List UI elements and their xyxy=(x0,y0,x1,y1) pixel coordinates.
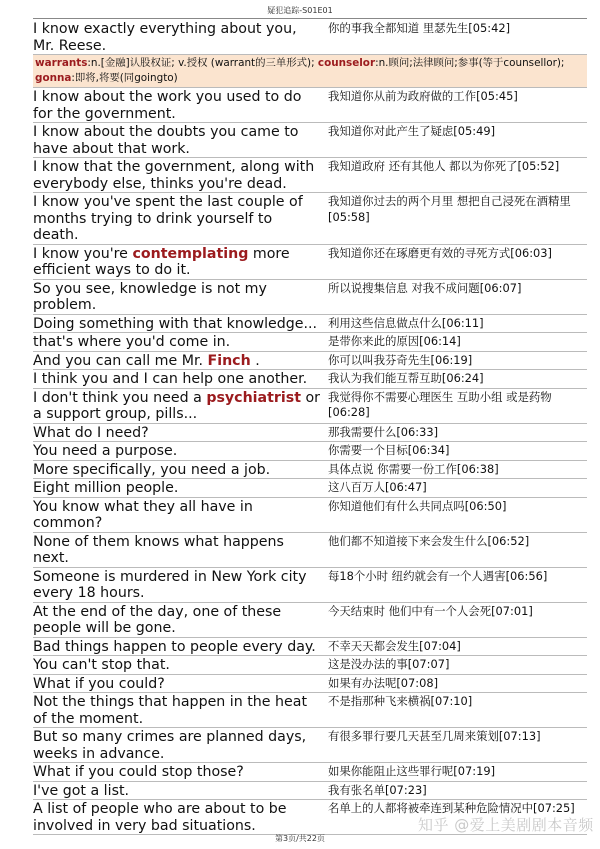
page-header: 疑犯追踪-S01E01 xyxy=(267,6,333,15)
chinese-line: 是带你来此的原因[06:14] xyxy=(328,334,461,348)
english-line: I've got a list. xyxy=(33,782,130,799)
vocab-definition: :即将,将要(同goingto) xyxy=(71,72,178,84)
english-line: At the end of the day, one of these people will be gone. xyxy=(33,603,282,636)
highlighted-word: contemplating xyxy=(132,245,249,262)
vocab-definition: :n.顾问;法律顾问;参事(等于counsellor); xyxy=(375,57,565,69)
subtitle-row xyxy=(33,333,587,352)
subtitle-row xyxy=(33,498,587,533)
chinese-line: 我知道政府 还有其他人 都以为你死了[05:52] xyxy=(328,159,560,173)
subtitle-row xyxy=(33,442,587,461)
subtitle-row xyxy=(33,424,587,443)
english-text: more efficient ways to do it. xyxy=(33,245,290,278)
highlighted-word: Finch xyxy=(207,352,251,369)
header-divider xyxy=(33,18,587,19)
subtitle-row xyxy=(33,20,587,55)
english-line: Not the things that happen in the heat of the moment. xyxy=(33,694,308,727)
english-line: I know exactly everything about you, Mr. Reese. xyxy=(33,21,297,54)
english-line: What if you could? xyxy=(33,675,165,692)
chinese-line: 不是指那种飞来横祸[07:10] xyxy=(328,694,473,708)
subtitle-row xyxy=(33,389,587,424)
subtitle-row xyxy=(33,693,587,728)
chinese-line: 你知道他们有什么共同点吗[06:50] xyxy=(328,498,507,513)
english-text: I know you're xyxy=(33,245,133,262)
english-line xyxy=(33,389,324,423)
english-line: Eight million people. xyxy=(33,480,179,496)
english-line: Doing something with that knowledge... xyxy=(33,315,318,332)
vocab-term: gonna xyxy=(35,72,72,84)
english-line: None of them knows what happens next. xyxy=(33,533,284,566)
english-line: You know what they all have in common? xyxy=(33,498,253,531)
english-text: . xyxy=(250,352,260,369)
chinese-line: 具体点说 你需要一份工作[06:38] xyxy=(328,461,499,476)
chinese-line: 我知道你从前为政府做的工作[05:45] xyxy=(328,89,518,103)
english-line: I think you and I can help one another. xyxy=(33,371,308,387)
subtitle-row xyxy=(33,675,587,694)
chinese-line: 我觉得你不需要心理医生 互助小组 或是药物[06:28] xyxy=(328,389,552,419)
subtitle-row xyxy=(33,728,587,763)
chinese-line: 我知道你还在琢磨更有效的寻死方式[06:03] xyxy=(328,245,552,260)
subtitle-row xyxy=(33,568,587,603)
subtitle-row xyxy=(33,763,587,782)
english-line: A list of people who are about to be involved in very bad situations. xyxy=(33,801,287,834)
english-line: What do I need? xyxy=(33,424,149,441)
subtitle-row xyxy=(33,352,587,371)
english-line: I know you've spent the last couple of months trying to drink yourself to death. xyxy=(33,194,303,243)
english-line: But so many crimes are planned days, weeks in advance. xyxy=(33,729,307,762)
chinese-line: 我知道你过去的两个月里 想把自己浸死在酒精里[05:58] xyxy=(328,194,571,224)
chinese-line: 你需要一个目标[06:34] xyxy=(328,443,450,457)
english-line xyxy=(33,352,324,370)
vocab-definition: :n.[金融]认股权证; v.授权 (warrant的三单形式); xyxy=(87,57,318,69)
chinese-line: 这八百万人[06:47] xyxy=(328,480,427,494)
subtitle-row xyxy=(33,280,587,315)
chinese-line: 名单上的人都将被牵连到某种危险情况中[07:25] xyxy=(328,801,575,815)
chinese-line: 如果有办法呢[07:08] xyxy=(328,675,439,690)
chinese-line: 这是没办法的事[07:07] xyxy=(328,657,450,671)
subtitle-row xyxy=(33,461,587,480)
english-line: What if you could stop those? xyxy=(33,764,244,780)
chinese-line: 如果你能阻止这些罪行呢[07:19] xyxy=(328,764,496,778)
english-line: that's where you'd come in. xyxy=(33,334,231,350)
english-line: I know about the work you used to do for the government. xyxy=(33,89,302,122)
chinese-line: 不幸天天都会发生[07:04] xyxy=(328,638,461,653)
vocab-term: counselor xyxy=(317,57,376,69)
page-number: 第3页/共22页 xyxy=(275,834,325,843)
chinese-line: 我知道你对此产生了疑虑[05:49] xyxy=(328,124,496,138)
chinese-line: 所以说搜集信息 对我不成问题[06:07] xyxy=(328,280,522,295)
english-line: More specifically, you need a job. xyxy=(33,461,271,478)
english-text: or a support group, pills... xyxy=(33,389,321,422)
english-line: Someone is murdered in New York city every 18 hours. xyxy=(33,568,307,601)
subtitle-row xyxy=(33,656,587,675)
chinese-line: 利用这些信息做点什么[06:11] xyxy=(328,315,484,330)
chinese-line: 你的事我全都知道 里瑟先生[05:42] xyxy=(328,21,511,35)
subtitle-row xyxy=(33,193,587,245)
english-line: I know that the government, along with everybody else, thinks you're dead. xyxy=(33,159,315,192)
subtitle-row xyxy=(33,603,587,638)
subtitle-row xyxy=(33,245,587,280)
english-line: You can't stop that. xyxy=(33,657,170,673)
chinese-line: 那我需要什么[06:33] xyxy=(328,424,439,439)
english-line xyxy=(33,245,324,279)
chinese-line: 你可以叫我芬奇先生[06:19] xyxy=(328,352,473,367)
highlighted-word: psychiatrist xyxy=(206,389,301,406)
english-line: So you see, knowledge is not my problem. xyxy=(33,280,267,313)
vocab-note-row xyxy=(33,55,587,88)
english-text: I don't think you need a xyxy=(33,389,207,406)
chinese-line: 他们都不知道接下来会发生什么[06:52] xyxy=(328,533,530,548)
subtitle-row xyxy=(33,123,587,158)
subtitle-row xyxy=(33,88,587,123)
subtitle-row xyxy=(33,638,587,657)
chinese-line: 今天结束时 他们中有一个人会死[07:01] xyxy=(328,603,533,618)
chinese-line: 我有张名单[07:23] xyxy=(328,782,427,797)
english-text: And you can call me Mr. xyxy=(33,352,208,369)
subtitle-row xyxy=(33,158,587,193)
subtitle-row xyxy=(33,533,587,568)
chinese-line: 每18个小时 纽约就会有一个人遇害[06:56] xyxy=(328,568,548,583)
subtitle-table xyxy=(33,20,587,835)
watermark: 知乎 @爱上美剧剧本音频 xyxy=(418,816,594,834)
chinese-line: 我认为我们能互帮互助[06:24] xyxy=(328,371,484,385)
subtitle-row xyxy=(33,315,587,334)
english-line: You need a purpose. xyxy=(33,443,178,459)
english-line: Bad things happen to people every day. xyxy=(33,638,316,655)
subtitle-row xyxy=(33,370,587,389)
english-line: I know about the doubts you came to have about that work. xyxy=(33,124,299,157)
chinese-line: 有很多罪行要几天甚至几周来策划[07:13] xyxy=(328,729,541,743)
vocab-term: warrants xyxy=(35,57,88,69)
subtitle-row xyxy=(33,479,587,498)
subtitle-row xyxy=(33,782,587,801)
